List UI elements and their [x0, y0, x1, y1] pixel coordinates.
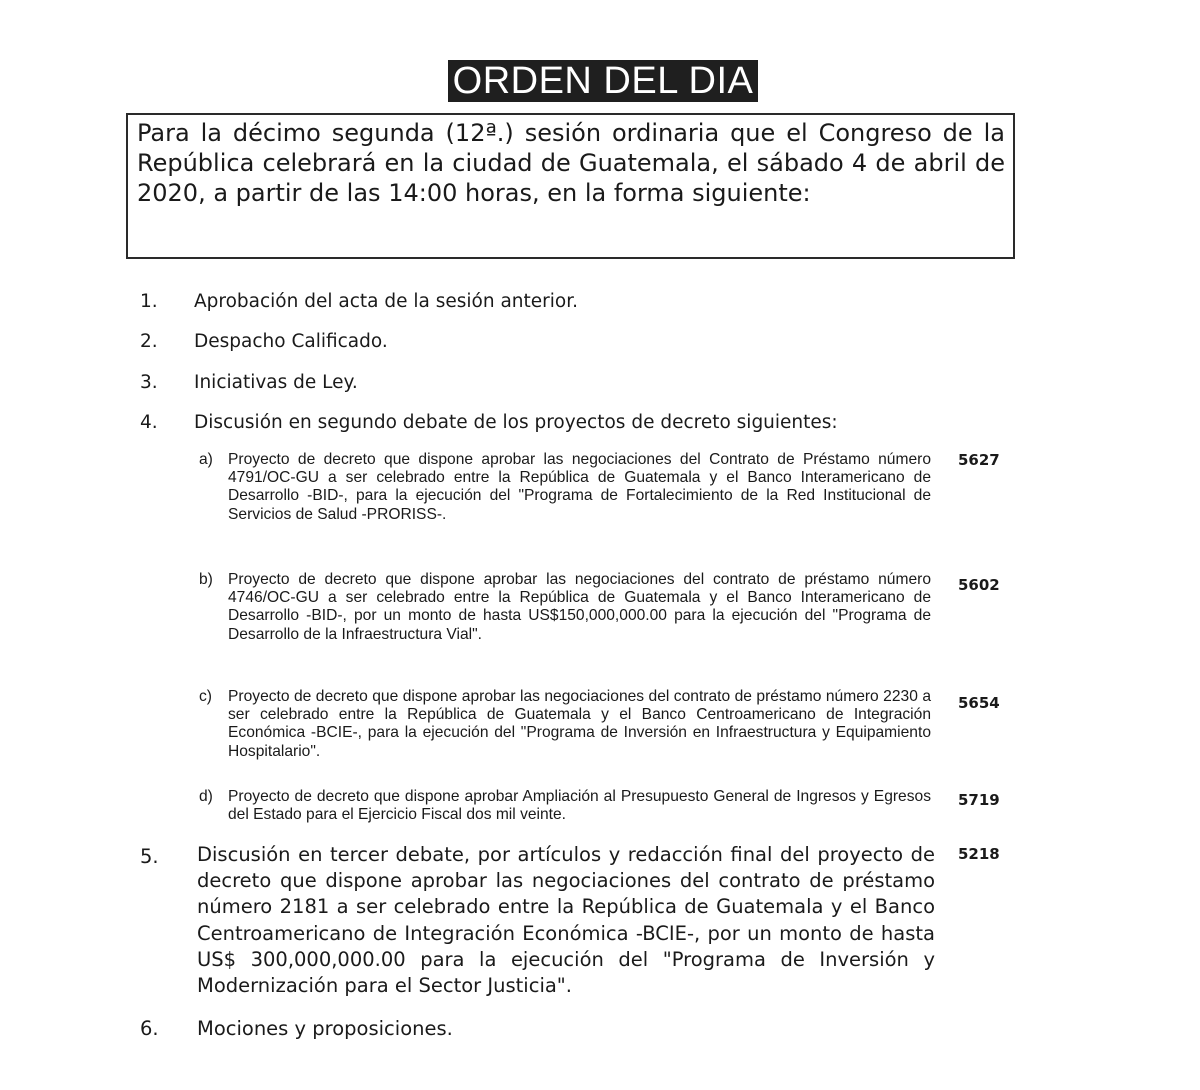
subitem-d	[199, 788, 931, 824]
subitem-letter: b)	[199, 571, 213, 588]
page-title: ORDEN DEL DIA	[448, 60, 758, 102]
item-number: 6.	[140, 1017, 159, 1040]
item-number: 4.	[140, 412, 158, 433]
item-text: Despacho Calificado.	[194, 331, 388, 352]
initiative-number: 5602	[958, 576, 1000, 594]
subitem-letter: d)	[199, 788, 213, 805]
subitem-letter: c)	[199, 688, 212, 705]
item-number: 5.	[140, 845, 159, 868]
subitem-c	[199, 688, 931, 761]
initiative-number: 5654	[958, 694, 1000, 712]
item-number: 3.	[140, 372, 158, 393]
subitem-text: Proyecto de decreto que dispone aprobar las negociaciones del contrato de préstamo número 4746/OC-GU a ser celebrado entre la República de Guatemala y el Banco Interamericano de Desarrollo -BID-, por un monto de hasta US$150,000,000.00 para la ejecución del "Programa de Desarrollo de la Infraestructura Vial".	[228, 571, 931, 643]
initiative-number: 5627	[958, 451, 1000, 469]
initiative-number: 5719	[958, 791, 1000, 809]
subitem-b	[199, 571, 931, 644]
subitem-text: Proyecto de decreto que dispone aprobar Ampliación al Presupuesto General de Ingresos y Egresos del Estado para el Ejercicio Fiscal dos mil veinte.	[228, 788, 931, 824]
subitem-text: Proyecto de decreto que dispone aprobar las negociaciones del Contrato de Préstamo número 4791/OC-GU a ser celebrado entre la República de Guatemala y el Banco Interamericano de Desarrollo -BID-, para la ejecución del "Programa de Fortalecimiento de la Red Institucional de Servicios de Salud -PRORISS-.	[228, 451, 931, 523]
item-text: Discusión en tercer debate, por artículos y redacción final del proyecto de decreto que dispone aprobar las negociaciones del contrato de préstamo número 2181 a ser celebrado entre la República de Guatemala y el Banco Centroamericano de Integración Económica -BCIE-, por un monto de hasta US$ 300,000,000.00 para la ejecución del "Programa de Inversión y Modernización para el Sector Justicia".	[197, 843, 935, 998]
intro-paragraph: Para la décimo segunda (12ª.) sesión ordinaria que el Congreso de la República celebrará en la ciudad de Guatemala, el sábado 4 de abril de 2020, a partir de las 14:00 horas, en la forma siguiente:	[126, 113, 1015, 259]
subitem-letter: a)	[199, 451, 213, 468]
subitem-a	[199, 451, 931, 524]
agenda-item-5	[140, 842, 935, 999]
item-number: 2.	[140, 331, 158, 352]
item-number: 1.	[140, 291, 158, 312]
item-text: Iniciativas de Ley.	[194, 372, 358, 393]
initiative-number: 5218	[958, 845, 1000, 863]
item-text: Discusión en segundo debate de los proyectos de decreto siguientes:	[194, 412, 838, 433]
item-text: Mociones y proposiciones.	[197, 1017, 453, 1040]
subitem-text: Proyecto de decreto que dispone aprobar las negociaciones del contrato de préstamo número 2230 a ser celebrado entre la República de Guatemala y el Banco Centroamericano de Integración Económica -BCIE-, para la ejecución del "Programa de Inversión en Infraestructura y Equipamiento Hospitalario".	[228, 688, 931, 760]
item-text: Aprobación del acta de la sesión anterior.	[194, 291, 578, 312]
